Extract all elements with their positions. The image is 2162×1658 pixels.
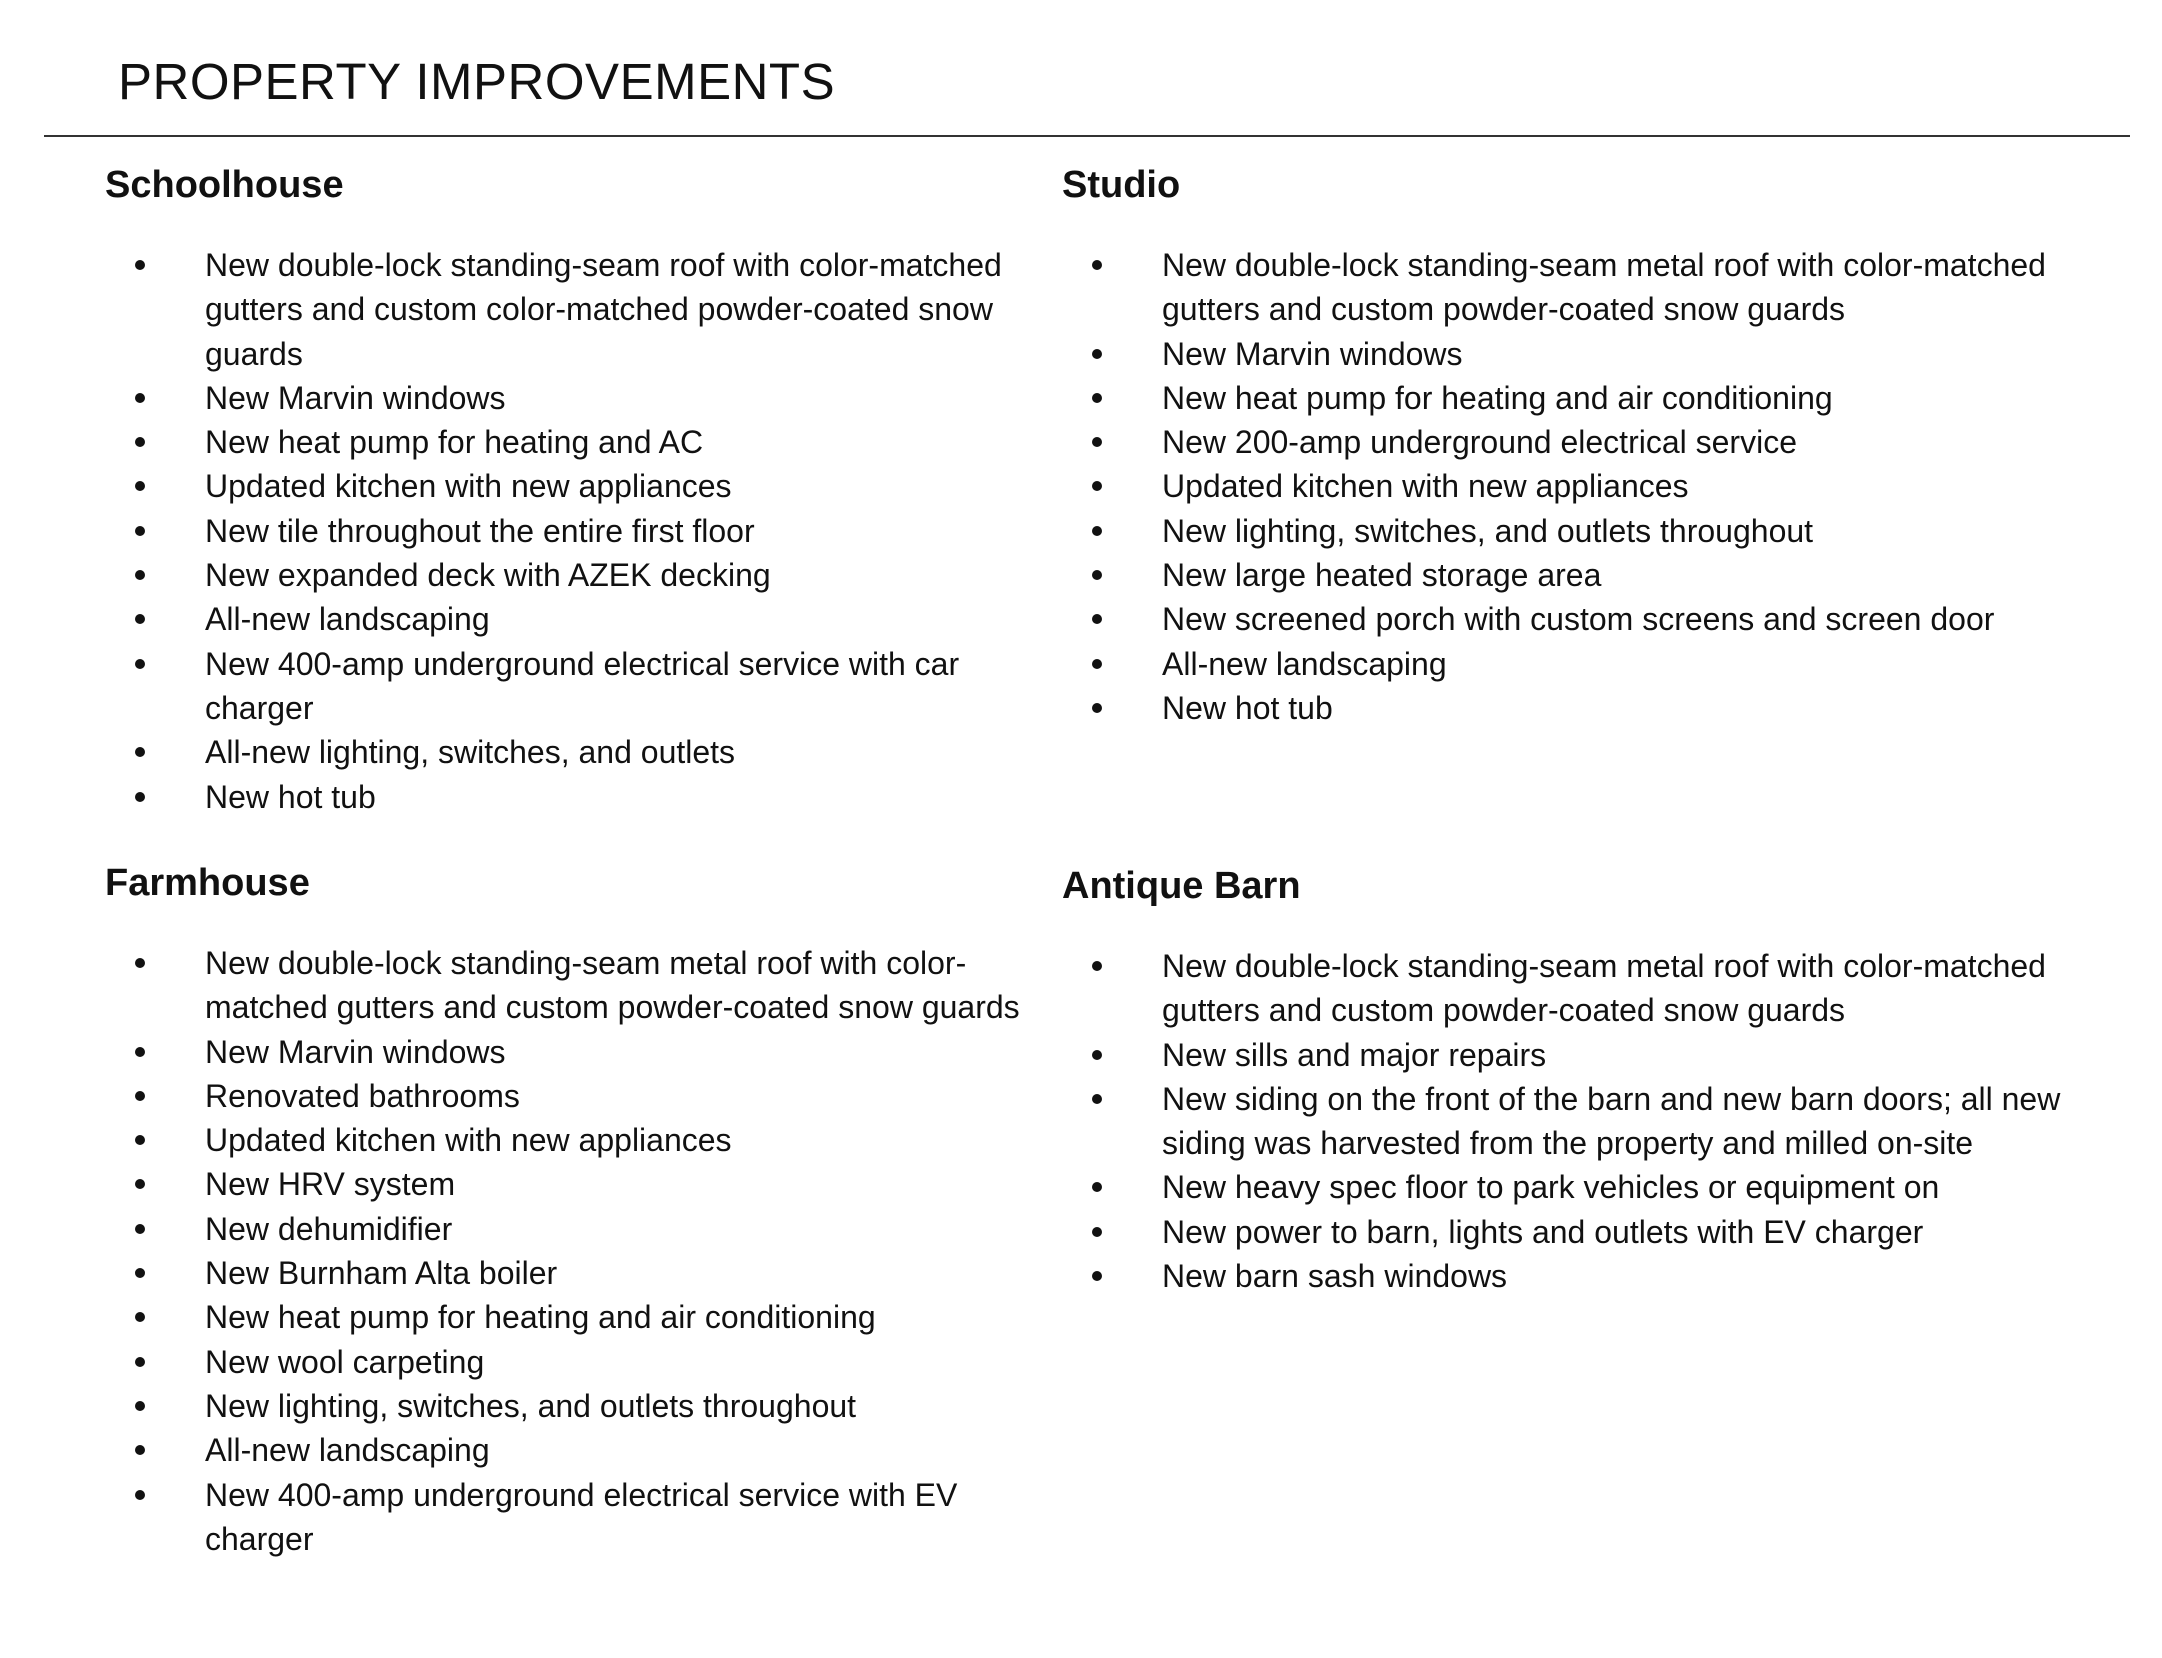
list-item (105, 941, 1025, 1030)
list-item (105, 1295, 1025, 1339)
section-heading: Antique Barn (1062, 865, 1301, 907)
list-item (1062, 1077, 2122, 1166)
bullet-icon (1092, 349, 1102, 359)
bullet-icon (135, 747, 145, 757)
list-item-text: New HRV system (205, 1166, 456, 1203)
list-item (105, 553, 1025, 597)
list-item-text: New hot tub (1162, 689, 1333, 726)
bullet-icon (1092, 260, 1102, 270)
bullet-icon (1092, 570, 1102, 580)
list-item (105, 376, 1025, 420)
list-item-text: New large heated storage area (1162, 557, 1602, 594)
bullet-icon (135, 1268, 145, 1278)
bullet-icon (1092, 437, 1102, 447)
section-farmhouse (105, 860, 1025, 1557)
bullet-icon (1092, 659, 1102, 669)
title-divider (44, 135, 2130, 137)
section-studio (1062, 162, 2122, 726)
list-item (105, 597, 1025, 641)
bullet-icon (135, 1445, 145, 1455)
bullet-icon (1092, 1227, 1102, 1237)
bullet-icon (135, 393, 145, 403)
list-item (1062, 243, 2122, 332)
list-item (1062, 376, 2122, 420)
list-item-text: New heat pump for heating and air conditioning (1162, 379, 1833, 416)
bullet-icon (1092, 961, 1102, 971)
list-item (1062, 464, 2122, 508)
list-item (105, 1251, 1025, 1295)
bullet-icon (135, 570, 145, 580)
list-item (105, 464, 1025, 508)
list-item (105, 1428, 1025, 1472)
list-item (1062, 332, 2122, 376)
list-item-text: New heat pump for heating and AC (205, 424, 704, 461)
bullet-icon (1092, 1050, 1102, 1060)
bullet-icon (1092, 393, 1102, 403)
bullet-icon (135, 1490, 145, 1500)
list-item (1062, 1210, 2122, 1254)
list-item-text: New Burnham Alta boiler (205, 1255, 558, 1292)
list-item (105, 642, 1025, 731)
list-item (105, 509, 1025, 553)
list-item-text: All-new lighting, switches, and outlets (205, 734, 736, 771)
bullet-icon (135, 1135, 145, 1145)
section-schoolhouse (105, 162, 1025, 815)
list-item-text: New dehumidifier (205, 1210, 453, 1247)
list-item-text: New Marvin windows (205, 1033, 506, 1070)
bullet-icon (135, 1179, 145, 1189)
list-item (1062, 944, 2122, 1033)
list-item-text: New 400-amp underground electrical service with car charger (205, 645, 960, 726)
bullet-icon (135, 437, 145, 447)
list-item (105, 1030, 1025, 1074)
bullet-icon (135, 1047, 145, 1057)
list-item (1062, 597, 2122, 641)
list-item (105, 243, 1025, 376)
list-item-text: New expanded deck with AZEK decking (205, 557, 771, 594)
list-item-text: New lighting, switches, and outlets throughout (205, 1387, 857, 1424)
list-item-text: New double-lock standing-seam metal roof with color-matched gutters and custom powder-coated snow guards (205, 945, 1020, 1026)
list-item (105, 1207, 1025, 1251)
section-heading: Schoolhouse (105, 164, 344, 206)
bullet-icon (135, 1357, 145, 1367)
list-item-text: New Marvin windows (205, 379, 506, 416)
page-title: PROPERTY IMPROVEMENTS (118, 53, 836, 110)
list-item (105, 1340, 1025, 1384)
list-item (1062, 1254, 2122, 1298)
list-item (1062, 420, 2122, 464)
list-item-text: All-new landscaping (205, 1432, 490, 1469)
list-item-text: New power to barn, lights and outlets with EV charger (1162, 1213, 1924, 1250)
bullet-icon (135, 1401, 145, 1411)
list-item (105, 1384, 1025, 1428)
list-item (105, 420, 1025, 464)
list-item-text: New heat pump for heating and air conditioning (205, 1299, 876, 1336)
list-item-text: New double-lock standing-seam roof with color-matched gutters and custom color-matched powder-coated snow guards (205, 247, 1002, 372)
list-item-text: New screened porch with custom screens and screen door (1162, 601, 1995, 638)
bullet-icon (1092, 1271, 1102, 1281)
list-item-text: All-new landscaping (1162, 645, 1447, 682)
list-item-text: New double-lock standing-seam metal roof with color-matched gutters and custom powder-coated snow guards (1162, 247, 2046, 328)
list-item (105, 730, 1025, 774)
bullet-icon (1092, 481, 1102, 491)
list-item-text: New barn sash windows (1162, 1258, 1508, 1295)
improvement-list (1062, 944, 2122, 1298)
list-item-text: All-new landscaping (205, 601, 490, 638)
bullet-icon (135, 260, 145, 270)
bullet-icon (135, 1224, 145, 1234)
bullet-icon (1092, 1094, 1102, 1104)
bullet-icon (1092, 526, 1102, 536)
list-item-text: Updated kitchen with new appliances (1162, 468, 1689, 505)
section-heading: Studio (1062, 164, 1181, 206)
list-item (105, 775, 1025, 819)
list-item (1062, 642, 2122, 686)
list-item-text: New double-lock standing-seam metal roof with color-matched gutters and custom powder-coated snow guards (1162, 948, 2046, 1029)
list-item-text: New wool carpeting (205, 1343, 485, 1380)
list-item-text: New 400-amp underground electrical service with EV charger (205, 1476, 958, 1557)
list-item-text: Updated kitchen with new appliances (205, 1122, 732, 1159)
list-item-text: New Marvin windows (1162, 335, 1463, 372)
list-item-text: New heavy spec floor to park vehicles or equipment on (1162, 1169, 1940, 1206)
bullet-icon (1092, 1182, 1102, 1192)
list-item (105, 1118, 1025, 1162)
list-item-text: New sills and major repairs (1162, 1036, 1547, 1073)
bullet-icon (135, 958, 145, 968)
bullet-icon (135, 1091, 145, 1101)
bullet-icon (1092, 703, 1102, 713)
list-item-text: Renovated bathrooms (205, 1077, 520, 1114)
bullet-icon (135, 481, 145, 491)
bullet-icon (1092, 614, 1102, 624)
list-item-text: New 200-amp underground electrical service (1162, 424, 1797, 461)
bullet-icon (135, 526, 145, 536)
list-item (1062, 509, 2122, 553)
bullet-icon (135, 792, 145, 802)
list-item (105, 1162, 1025, 1206)
improvement-list (105, 941, 1025, 1561)
bullet-icon (135, 659, 145, 669)
list-item-text: New lighting, switches, and outlets throughout (1162, 512, 1814, 549)
bullet-icon (135, 614, 145, 624)
list-item-text: New tile throughout the entire first floor (205, 512, 755, 549)
list-item (1062, 553, 2122, 597)
list-item (1062, 1033, 2122, 1077)
improvement-list (105, 243, 1025, 819)
section-heading: Farmhouse (105, 862, 310, 904)
section-antique-barn (1062, 863, 2122, 1295)
list-item-text: New siding on the front of the barn and new barn doors; all new siding was harvested from the property and milled on-site (1162, 1080, 2061, 1162)
list-item (1062, 1165, 2122, 1209)
list-item-text: Updated kitchen with new appliances (205, 468, 732, 505)
list-item (105, 1473, 1025, 1562)
improvement-list (1062, 243, 2122, 730)
list-item (105, 1074, 1025, 1118)
list-item-text: New hot tub (205, 778, 376, 815)
list-item (1062, 686, 2122, 730)
bullet-icon (135, 1312, 145, 1322)
